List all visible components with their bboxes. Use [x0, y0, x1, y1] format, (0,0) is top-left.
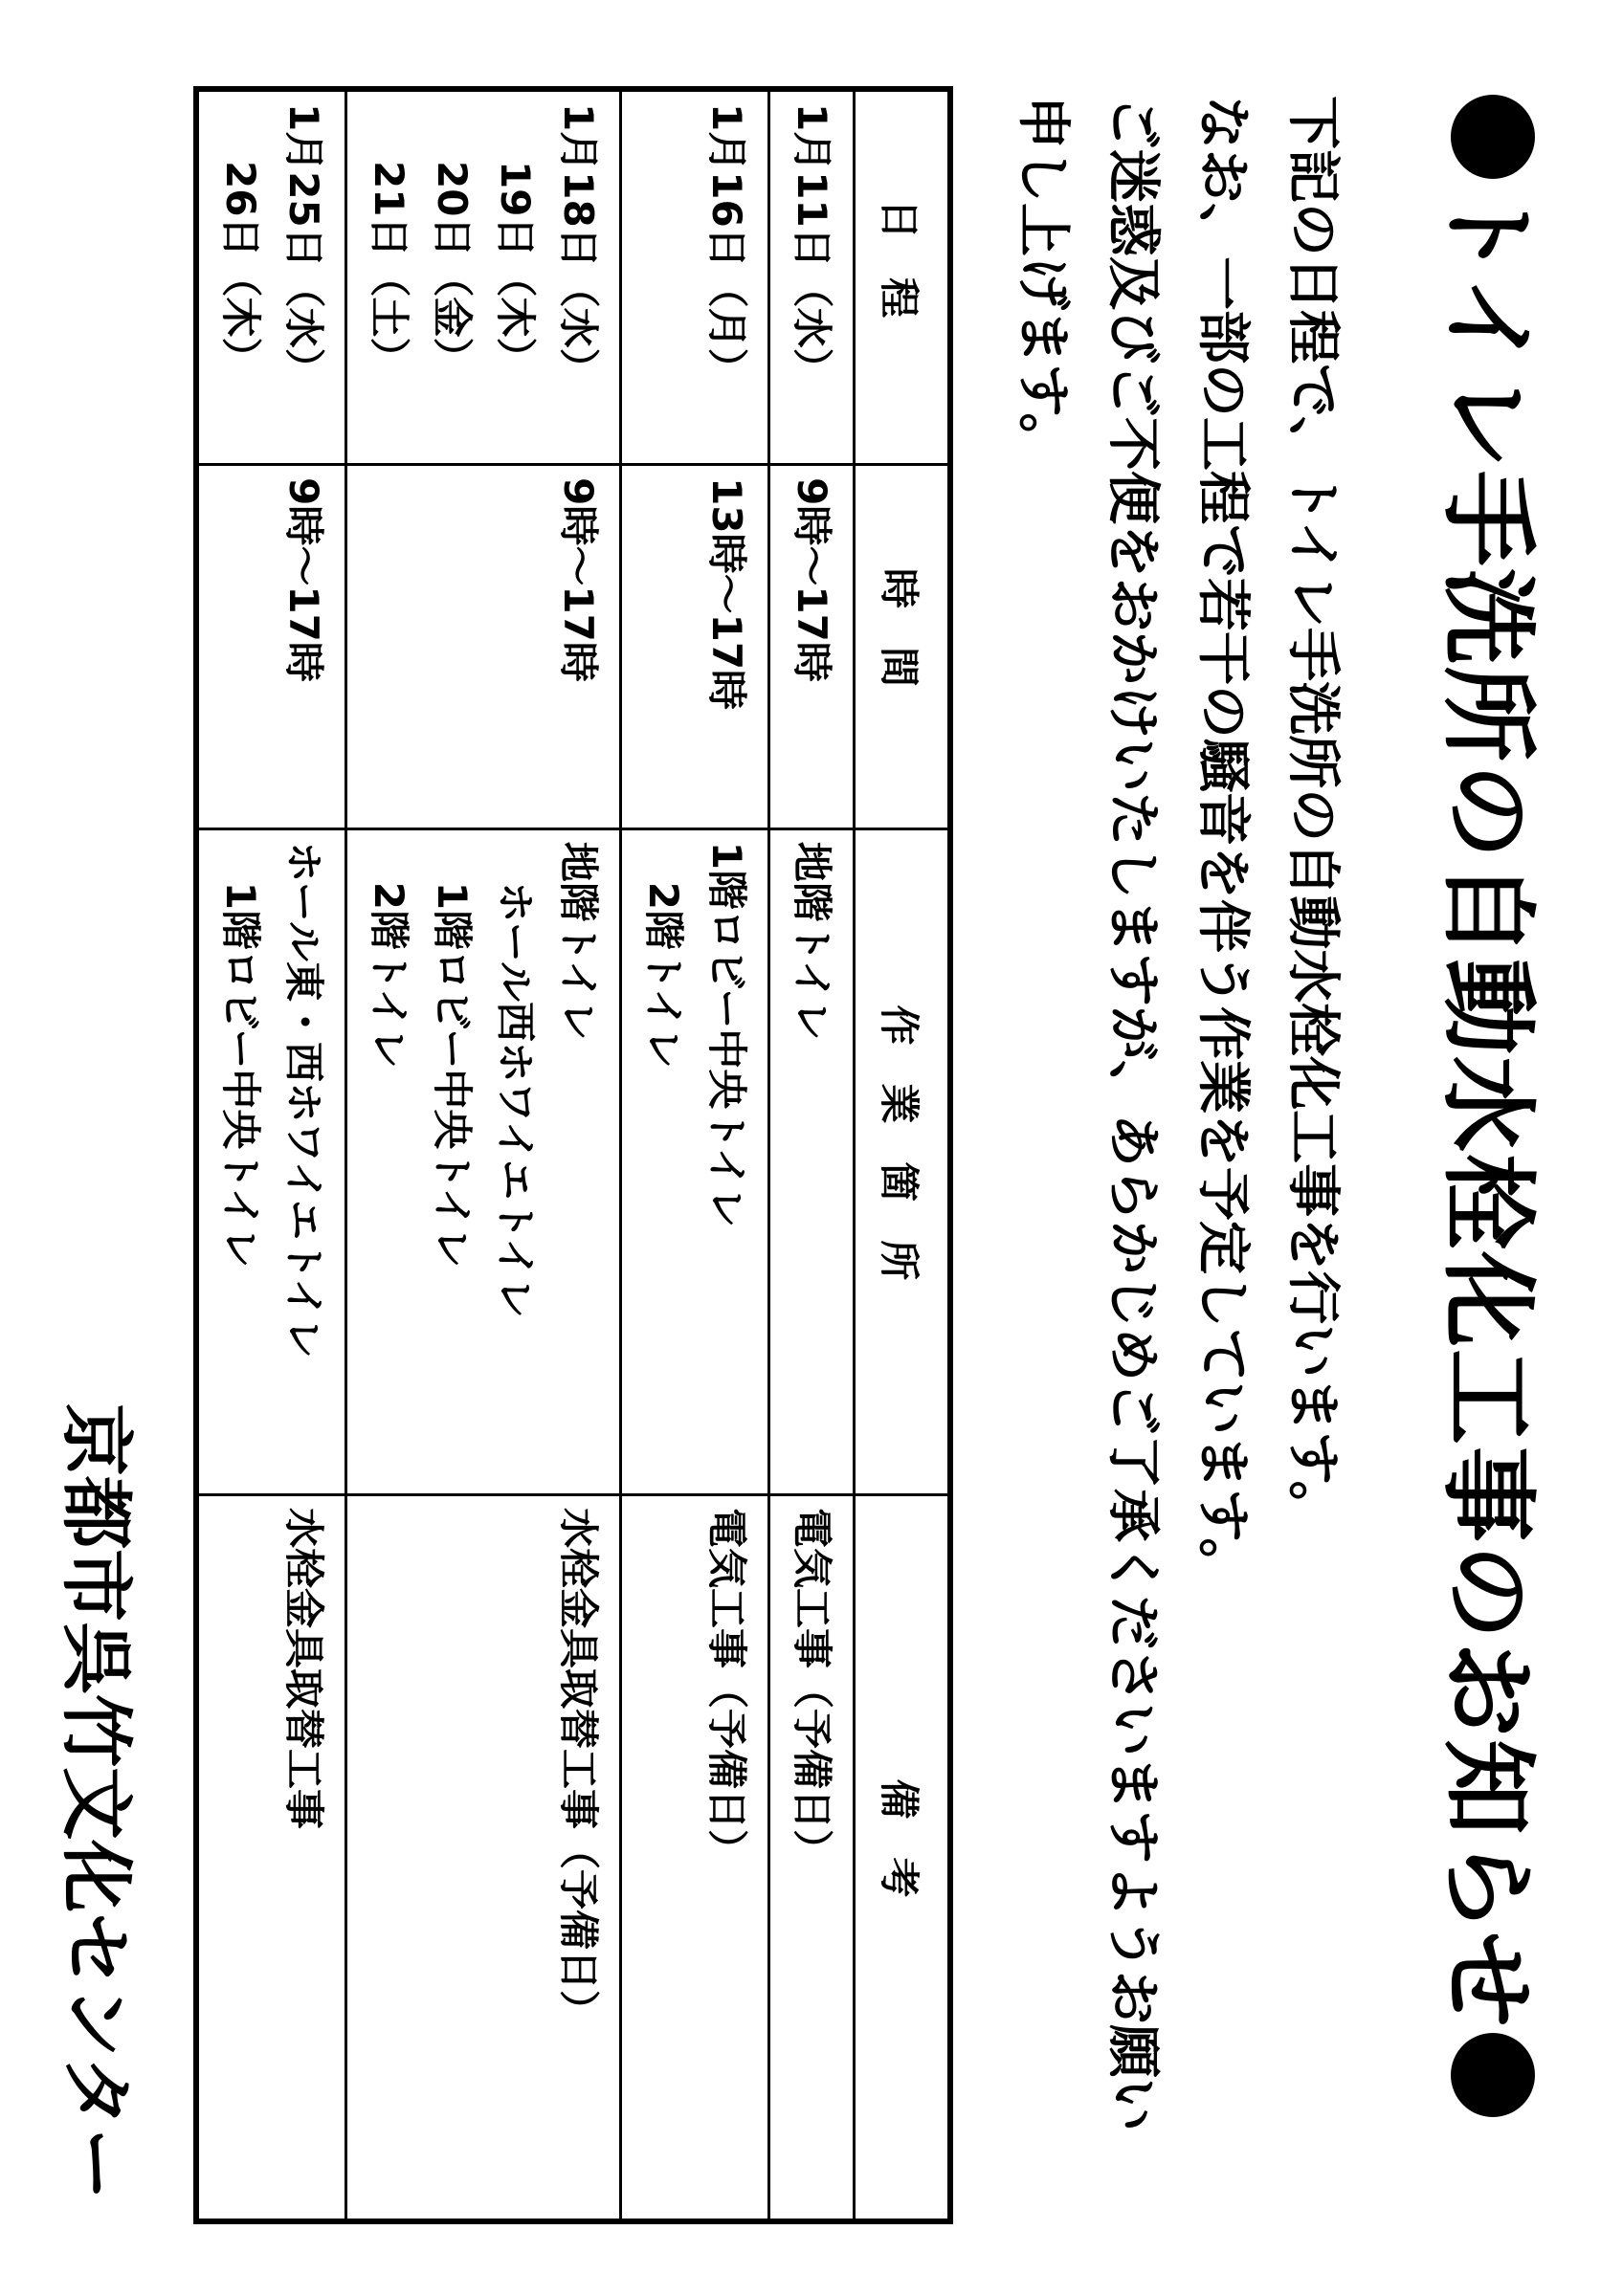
- row-date: 1月16日（月）: [703, 103, 750, 388]
- row-place: 2階トイレ: [366, 881, 412, 1069]
- row-place-cell: [621, 828, 769, 1494]
- table-row: [769, 89, 855, 2221]
- row-note: 水栓金具取替工事: [280, 1508, 327, 1830]
- row-time-cell: [769, 465, 855, 829]
- row-date-cell: [769, 89, 855, 465]
- header-place: 作業箇所: [855, 828, 951, 1494]
- table-row: [346, 89, 621, 2221]
- row-date-more: 19日（木）: [492, 161, 539, 378]
- row-time: 9時～17時: [789, 477, 835, 682]
- bullet-icon: [1451, 2033, 1535, 2117]
- row-date-more: 21日（土）: [366, 161, 412, 378]
- row-note: 電気工事（予備日）: [703, 1508, 750, 1870]
- table-row: [621, 89, 769, 2221]
- row-date: 1月18日（水）: [555, 103, 602, 388]
- row-note: 水栓金具取替工事（予備日）: [555, 1508, 602, 2031]
- body-line-2: なお、一部の工程で若干の騒音を伴う作業を予定しています。: [1191, 96, 1254, 1592]
- organization-name: 京都市呉竹文化センター: [54, 1403, 139, 2200]
- row-note-cell: [346, 1495, 621, 2221]
- row-time: 9時～17時: [555, 477, 602, 682]
- row-date: 1月25日（水）: [280, 103, 327, 388]
- row-time-cell: [346, 465, 621, 829]
- row-place: 地階トイレ: [555, 841, 602, 1041]
- row-note-cell: [196, 1495, 346, 2221]
- body-line-1: 下記の日程で、トイレ手洗所の自動水栓化工事を行います。: [1281, 96, 1344, 1534]
- row-time-cell: [621, 465, 769, 829]
- row-place: 地階トイレ: [789, 841, 835, 1041]
- notice-body: [997, 96, 1357, 2133]
- row-date: 1月11日（水）: [789, 103, 835, 388]
- table-header-row: [855, 89, 951, 2221]
- row-place: 1階ロビー中央トイレ: [429, 881, 476, 1269]
- row-date-cell: [196, 89, 346, 465]
- notice-title-text: トイレ手洗所の自動水栓化工事のお知らせ: [1432, 183, 1544, 2029]
- body-line-3: ご迷惑及びご不便をおかけいたしますが、あらかじめご了承くださいますようお願い申し上げます。: [1012, 96, 1164, 2131]
- row-note-cell: [769, 1495, 855, 2221]
- row-note-cell: [621, 1495, 769, 2221]
- row-place-cell: [196, 828, 346, 1494]
- row-place-cell: [346, 828, 621, 1494]
- bullet-icon: [1451, 95, 1535, 179]
- row-place: ホール西ホワイエトイレ: [492, 881, 539, 1318]
- header-time: 時間: [855, 465, 951, 829]
- row-date-cell: [621, 89, 769, 465]
- row-date-cell: [346, 89, 621, 465]
- row-time: 13時～17時: [703, 477, 750, 711]
- header-date: 日程: [855, 89, 951, 465]
- notice-title: [1432, 91, 1544, 2121]
- row-date-more: 20日（金）: [429, 161, 476, 378]
- row-date-more: 26日（木）: [217, 161, 264, 378]
- row-place: 2階トイレ: [640, 881, 687, 1069]
- table-row: [196, 89, 346, 2221]
- row-time: 9時～17時: [280, 477, 327, 682]
- row-time-cell: [196, 465, 346, 829]
- row-place-cell: [769, 828, 855, 1494]
- row-place: ホール東・西ホワイエトイレ: [280, 841, 327, 1358]
- row-place: 1階ロビー中央トイレ: [217, 881, 264, 1269]
- row-place: 1階ロビー中央トイレ: [703, 841, 750, 1228]
- row-note: 電気工事（予備日）: [789, 1508, 835, 1870]
- schedule-table: [193, 86, 953, 2224]
- header-note: 備考: [855, 1495, 951, 2221]
